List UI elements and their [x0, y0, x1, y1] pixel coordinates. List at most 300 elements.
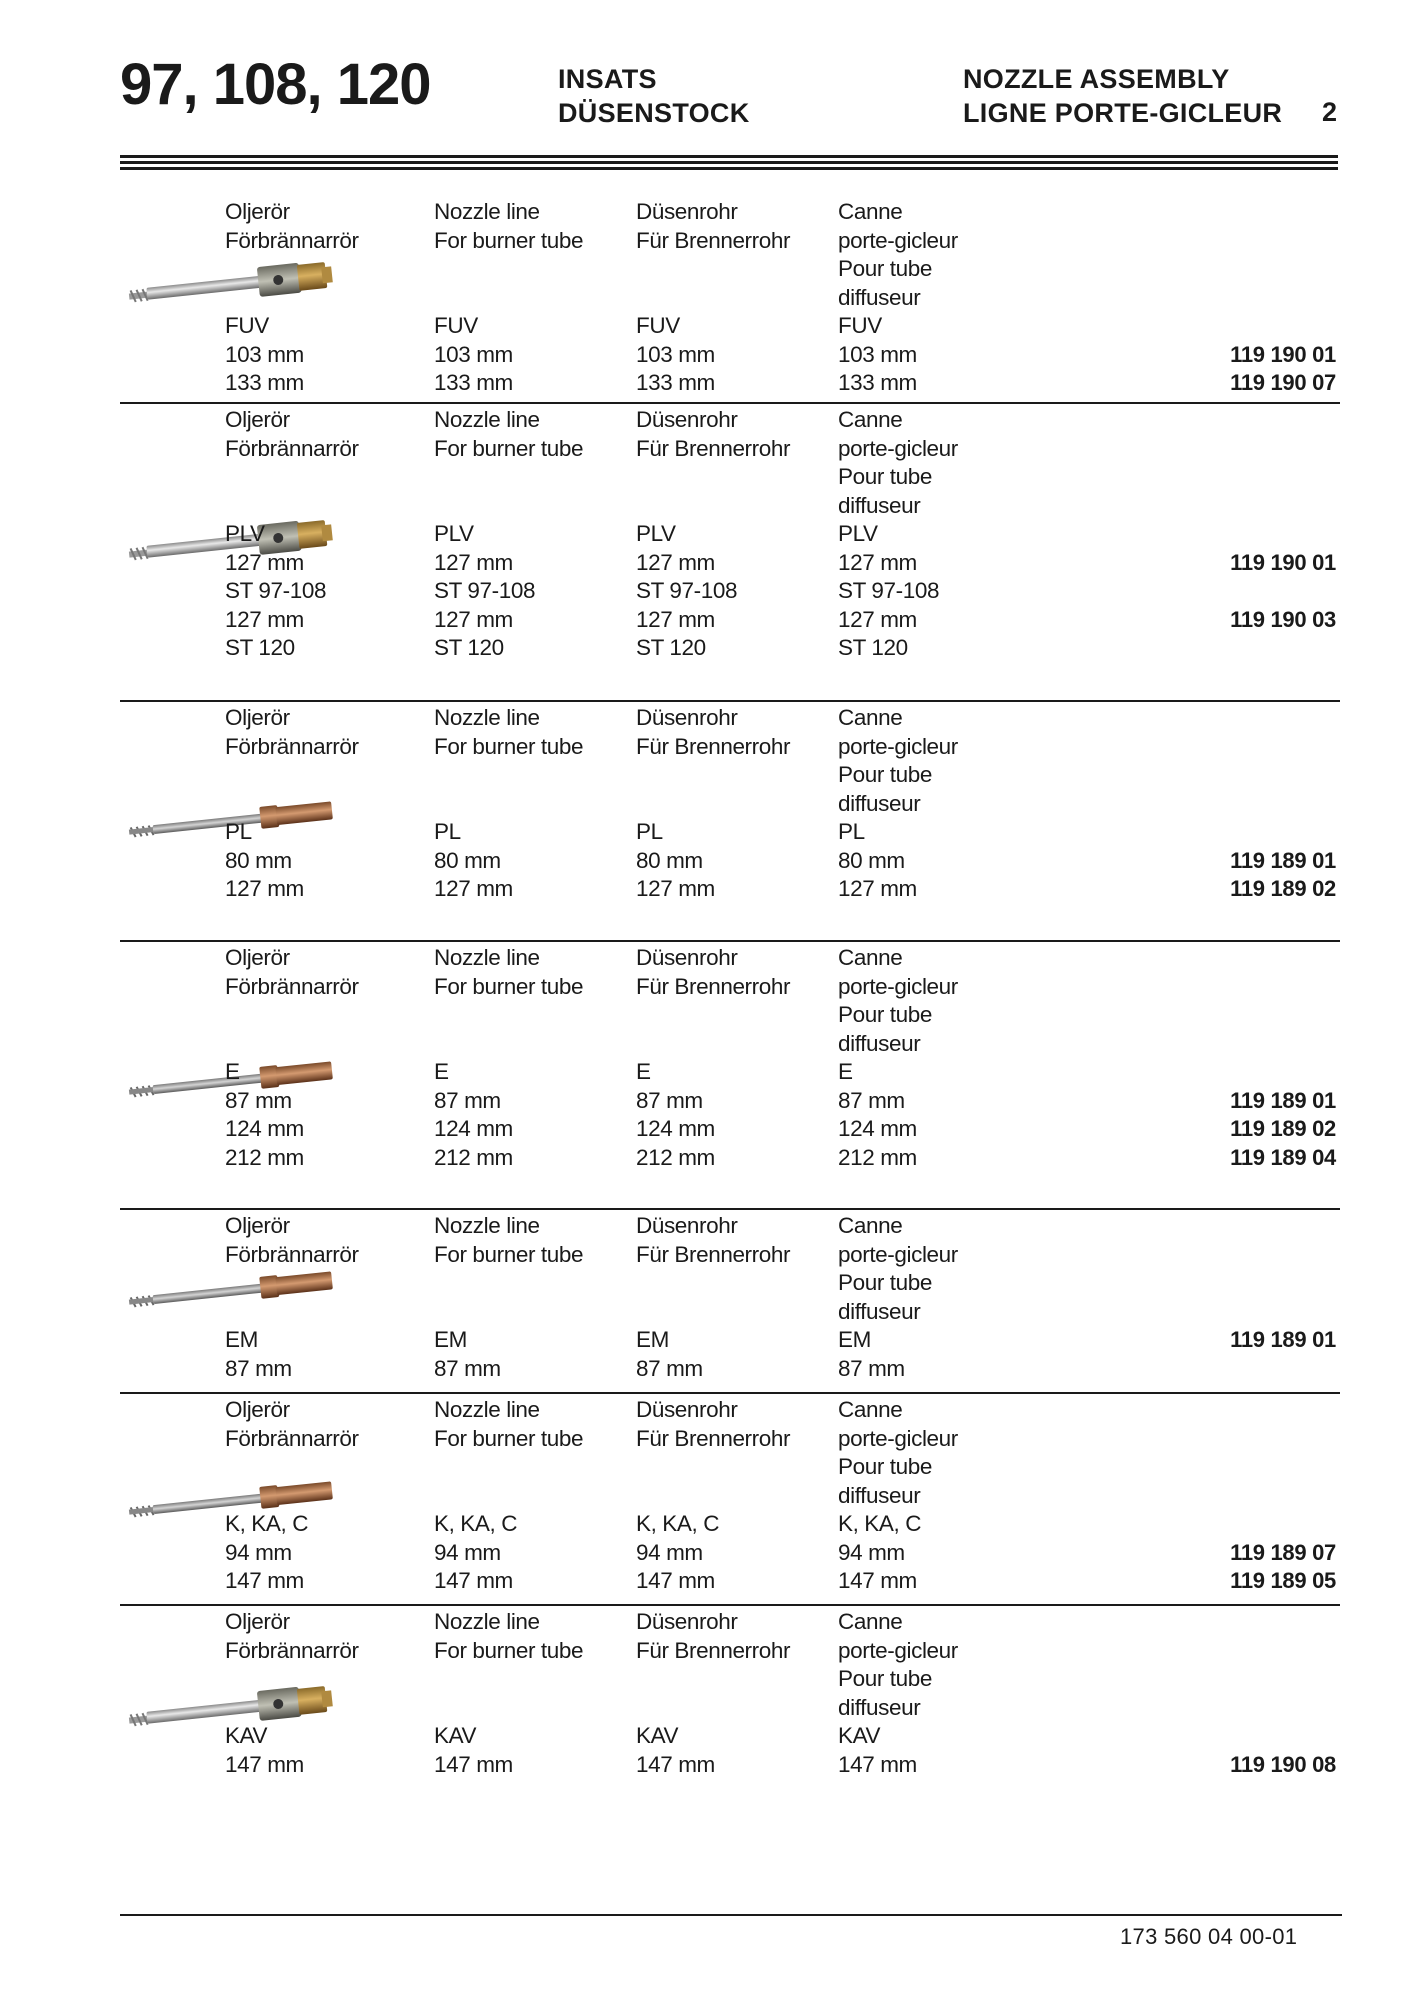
description-line: 147 mm	[225, 1568, 304, 1593]
description-line	[434, 761, 583, 790]
entry-divider	[120, 402, 1340, 404]
part-number: 119 189 01	[1230, 847, 1336, 873]
description-line: 124 mm	[225, 1116, 304, 1141]
swedish-column	[225, 1212, 359, 1383]
description-line: Düsenrohr	[636, 705, 738, 730]
description-line: porte-gicleur	[838, 1637, 958, 1663]
french-column	[838, 944, 958, 1172]
description-line: 103 mm	[636, 341, 715, 367]
english-column	[434, 406, 583, 663]
description-line	[636, 1694, 790, 1723]
description-line	[636, 1482, 790, 1511]
description-line	[434, 255, 583, 284]
description-line: K, KA, C	[434, 1511, 518, 1536]
description-line	[434, 1269, 583, 1298]
description-line: Nozzle line	[434, 199, 540, 224]
part-number: 119 190 08	[1230, 1751, 1336, 1777]
description-line: 87 mm	[225, 1355, 292, 1381]
description-line: diffuseur	[838, 492, 921, 518]
german-column	[636, 1396, 790, 1596]
english-column	[434, 198, 583, 398]
part-number	[1230, 973, 1336, 1002]
part-number	[1230, 284, 1336, 313]
description-line: E	[225, 1059, 240, 1084]
description-line: 133 mm	[434, 370, 513, 395]
description-line: Pour tube	[838, 1666, 932, 1691]
description-line: Canne	[838, 407, 903, 432]
german-column	[636, 406, 790, 663]
description-line: 80 mm	[434, 847, 501, 873]
part-number: 119 190 03	[1230, 606, 1336, 632]
description-line: Nozzle line	[434, 1609, 540, 1634]
description-line: 87 mm	[636, 1087, 703, 1113]
description-line: PL	[838, 819, 865, 844]
french-column	[838, 1608, 958, 1779]
description-line	[636, 1269, 790, 1298]
description-line	[636, 492, 790, 521]
description-line: ST 97-108	[636, 578, 738, 603]
part-numbers	[1230, 944, 1336, 1172]
description-line	[225, 1269, 359, 1298]
description-line: 212 mm	[434, 1144, 513, 1170]
part-number	[1230, 1212, 1336, 1241]
description-line: Für Brennerrohr	[636, 435, 791, 461]
description-line: Förbrännarrör	[225, 1637, 359, 1663]
description-line: porte-gicleur	[838, 435, 958, 461]
description-line: Oljerör	[225, 407, 290, 432]
description-line: For burner tube	[434, 435, 584, 461]
description-line	[225, 1001, 359, 1030]
description-line	[636, 761, 790, 790]
description-line: PLV	[838, 521, 878, 546]
description-line	[434, 463, 583, 492]
description-line: diffuseur	[838, 1694, 921, 1720]
description-line: 87 mm	[838, 1087, 905, 1113]
part-number	[1230, 1298, 1336, 1327]
description-line: Pour tube	[838, 256, 932, 281]
description-line: 124 mm	[434, 1116, 513, 1141]
description-line	[225, 1665, 359, 1694]
description-line: Pour tube	[838, 1270, 932, 1295]
part-number	[1230, 1453, 1336, 1482]
description-line	[434, 492, 583, 521]
description-line: 133 mm	[225, 370, 304, 395]
english-column	[434, 704, 583, 904]
header-right-line: NOZZLE ASSEMBLY	[963, 64, 1230, 94]
part-numbers	[1230, 1608, 1336, 1779]
description-line: Canne	[838, 1609, 903, 1634]
description-line: Düsenrohr	[636, 1609, 738, 1634]
description-line: Oljerör	[225, 705, 290, 730]
description-line: 80 mm	[225, 847, 292, 873]
description-line: For burner tube	[434, 1637, 584, 1663]
part-number	[1230, 733, 1336, 762]
description-line	[225, 1482, 359, 1511]
description-line: 94 mm	[434, 1539, 501, 1565]
description-line: ST 120	[225, 635, 295, 660]
part-number: 119 189 04	[1230, 1144, 1336, 1170]
part-number: 119 189 01	[1230, 1327, 1336, 1352]
header-rule	[120, 155, 1338, 171]
part-number: 119 189 05	[1230, 1568, 1336, 1593]
description-line: Förbrännarrör	[225, 227, 359, 253]
description-line: 127 mm	[838, 876, 917, 901]
part-numbers	[1230, 1212, 1336, 1383]
german-column	[636, 944, 790, 1172]
description-line: Pour tube	[838, 464, 932, 489]
part-number	[1230, 1482, 1336, 1511]
description-line: 124 mm	[636, 1116, 715, 1141]
part-number: 119 189 02	[1230, 876, 1336, 901]
description-line: PLV	[225, 521, 265, 546]
description-line: 94 mm	[636, 1539, 703, 1565]
description-line: FUV	[838, 313, 882, 338]
description-line: Pour tube	[838, 1002, 932, 1027]
header-right-title	[963, 62, 1282, 130]
description-line: Canne	[838, 705, 903, 730]
description-line	[225, 1298, 359, 1327]
description-line	[636, 255, 790, 284]
description-line	[636, 284, 790, 313]
description-line: 147 mm	[838, 1568, 917, 1593]
description-line: 103 mm	[838, 341, 917, 367]
description-line: Düsenrohr	[636, 1213, 738, 1238]
swedish-column	[225, 1608, 359, 1779]
description-line: 127 mm	[225, 606, 304, 632]
description-line	[636, 1298, 790, 1327]
description-line: porte-gicleur	[838, 1425, 958, 1451]
header-left-line: INSATS	[558, 64, 657, 94]
description-line: 87 mm	[636, 1355, 703, 1381]
description-line: 80 mm	[636, 847, 703, 873]
description-line: 147 mm	[636, 1568, 715, 1593]
description-line: K, KA, C	[225, 1511, 309, 1536]
description-line: Düsenrohr	[636, 945, 738, 970]
description-line: KAV	[838, 1723, 881, 1748]
part-number	[1230, 818, 1336, 847]
description-line: Für Brennerrohr	[636, 1241, 791, 1267]
part-number: 119 190 07	[1230, 370, 1336, 395]
header-left-line: DÜSENSTOCK	[558, 98, 750, 128]
description-line: PLV	[636, 521, 676, 546]
description-line	[434, 1694, 583, 1723]
description-line: PL	[636, 819, 663, 844]
part-number	[1230, 1608, 1336, 1637]
entry-divider	[120, 1604, 1340, 1606]
description-line: 94 mm	[225, 1539, 292, 1565]
description-line: Für Brennerrohr	[636, 227, 791, 253]
description-line: KAV	[225, 1723, 268, 1748]
swedish-column	[225, 944, 359, 1172]
description-line: Düsenrohr	[636, 199, 738, 224]
part-number	[1230, 1269, 1336, 1298]
description-line: FUV	[225, 313, 269, 338]
header-right-line: LIGNE PORTE-GICLEUR	[963, 98, 1283, 128]
description-line	[225, 255, 359, 284]
description-line: 127 mm	[225, 876, 304, 901]
description-line: E	[838, 1059, 853, 1084]
description-line	[636, 463, 790, 492]
description-line: 212 mm	[636, 1144, 715, 1170]
model-numbers-title: 97, 108, 120	[120, 52, 431, 117]
description-line: PLV	[434, 521, 474, 546]
description-line: Für Brennerrohr	[636, 1637, 791, 1663]
description-line: 127 mm	[636, 606, 715, 632]
description-line: 127 mm	[434, 549, 513, 575]
description-line: EM	[225, 1327, 258, 1352]
entry-divider	[120, 700, 1340, 702]
entry-divider	[120, 1208, 1340, 1210]
part-number: 119 189 01	[1230, 1087, 1336, 1113]
description-line	[434, 1298, 583, 1327]
part-number	[1230, 463, 1336, 492]
description-line: For burner tube	[434, 973, 584, 999]
page-number: 2	[1322, 97, 1338, 127]
french-column	[838, 406, 958, 663]
description-line: 133 mm	[838, 370, 917, 395]
description-line	[225, 1453, 359, 1482]
part-number: 119 190 01	[1230, 549, 1336, 575]
description-line: 124 mm	[838, 1116, 917, 1141]
part-number	[1230, 704, 1336, 733]
description-line: FUV	[434, 313, 478, 338]
description-line: porte-gicleur	[838, 973, 958, 999]
description-line	[636, 1665, 790, 1694]
part-number: 119 189 07	[1230, 1539, 1336, 1565]
description-line: Oljerör	[225, 1609, 290, 1634]
description-line	[434, 1482, 583, 1511]
part-number	[1230, 1665, 1336, 1694]
description-line: Canne	[838, 1213, 903, 1238]
description-line	[434, 790, 583, 819]
part-number	[1230, 1355, 1336, 1384]
description-line: 127 mm	[636, 876, 715, 901]
description-line: For burner tube	[434, 227, 584, 253]
description-line: 87 mm	[225, 1087, 292, 1113]
description-line: KAV	[636, 1723, 679, 1748]
document-number: 173 560 04 00-01	[1120, 1924, 1298, 1949]
description-line: diffuseur	[838, 1482, 921, 1508]
swedish-column	[225, 1396, 359, 1596]
swedish-column	[225, 198, 359, 398]
part-numbers	[1230, 1396, 1336, 1596]
description-line: 127 mm	[434, 606, 513, 632]
description-line	[434, 1001, 583, 1030]
german-column	[636, 1608, 790, 1779]
description-line: ST 97-108	[838, 578, 940, 603]
description-line: E	[636, 1059, 651, 1084]
german-column	[636, 1212, 790, 1383]
description-line: diffuseur	[838, 790, 921, 816]
description-line: PL	[225, 819, 252, 844]
description-line: Canne	[838, 1397, 903, 1422]
part-number	[1230, 1425, 1336, 1454]
part-number	[1230, 198, 1336, 227]
description-line: Nozzle line	[434, 705, 540, 730]
description-line: porte-gicleur	[838, 733, 958, 759]
description-line: 147 mm	[434, 1751, 513, 1777]
description-line: porte-gicleur	[838, 1241, 958, 1267]
part-number	[1230, 520, 1336, 549]
description-line	[636, 1030, 790, 1059]
part-number	[1230, 1722, 1336, 1751]
description-line: 147 mm	[434, 1568, 513, 1593]
description-line: Für Brennerrohr	[636, 733, 791, 759]
part-number	[1230, 1396, 1336, 1425]
description-line	[225, 463, 359, 492]
description-line: Förbrännarrör	[225, 435, 359, 461]
description-line: Förbrännarrör	[225, 973, 359, 999]
description-line	[434, 284, 583, 313]
description-line: Canne	[838, 199, 903, 224]
description-line: Für Brennerrohr	[636, 973, 791, 999]
part-number	[1230, 312, 1336, 341]
description-line: 147 mm	[225, 1751, 304, 1777]
description-line: 127 mm	[636, 549, 715, 575]
part-number: 119 189 02	[1230, 1116, 1336, 1141]
description-line: Förbrännarrör	[225, 733, 359, 759]
description-line: diffuseur	[838, 284, 921, 310]
description-line: Oljerör	[225, 1397, 290, 1422]
description-line: Düsenrohr	[636, 407, 738, 432]
description-line: Düsenrohr	[636, 1397, 738, 1422]
description-line: 127 mm	[838, 606, 917, 632]
part-number	[1230, 944, 1336, 973]
description-line	[225, 284, 359, 313]
description-line: 147 mm	[838, 1751, 917, 1777]
description-line: For burner tube	[434, 1425, 584, 1451]
description-line: 80 mm	[838, 847, 905, 873]
part-number	[1230, 1637, 1336, 1666]
part-numbers	[1230, 704, 1336, 904]
description-line: porte-gicleur	[838, 227, 958, 253]
swedish-column	[225, 704, 359, 904]
part-number	[1230, 227, 1336, 256]
description-line: ST 120	[434, 635, 504, 660]
english-column	[434, 1396, 583, 1596]
description-line: Nozzle line	[434, 1397, 540, 1422]
description-line: K, KA, C	[838, 1511, 922, 1536]
part-number	[1230, 406, 1336, 435]
description-line: diffuseur	[838, 1030, 921, 1056]
description-line: Nozzle line	[434, 1213, 540, 1238]
description-line: Für Brennerrohr	[636, 1425, 791, 1451]
part-number	[1230, 790, 1336, 819]
french-column	[838, 1396, 958, 1596]
description-line: diffuseur	[838, 1298, 921, 1324]
french-column	[838, 1212, 958, 1383]
description-line: 147 mm	[636, 1751, 715, 1777]
description-line: For burner tube	[434, 733, 584, 759]
description-line: 87 mm	[434, 1087, 501, 1113]
description-line: 94 mm	[838, 1539, 905, 1565]
part-number	[1230, 1001, 1336, 1030]
description-line: 127 mm	[434, 876, 513, 901]
description-line	[434, 1453, 583, 1482]
part-number	[1230, 255, 1336, 284]
description-line	[636, 1453, 790, 1482]
description-line: Nozzle line	[434, 407, 540, 432]
description-line	[434, 1030, 583, 1059]
description-line	[225, 1694, 359, 1723]
description-line: KAV	[434, 1723, 477, 1748]
description-line: E	[434, 1059, 449, 1084]
description-line: 87 mm	[434, 1355, 501, 1381]
part-number: 119 190 01	[1230, 341, 1336, 367]
description-line	[225, 761, 359, 790]
description-line	[636, 1001, 790, 1030]
description-line: 103 mm	[434, 341, 513, 367]
description-line: 133 mm	[636, 370, 715, 395]
part-number	[1230, 1694, 1336, 1723]
part-numbers	[1230, 406, 1336, 663]
part-number	[1230, 577, 1336, 606]
description-line: Pour tube	[838, 762, 932, 787]
description-line: Pour tube	[838, 1454, 932, 1479]
part-number	[1230, 1030, 1336, 1059]
part-numbers	[1230, 198, 1336, 398]
description-line: ST 97-108	[225, 578, 327, 603]
description-line: Oljerör	[225, 945, 290, 970]
description-line: K, KA, C	[636, 1511, 720, 1536]
description-line: Nozzle line	[434, 945, 540, 970]
header-left-title	[558, 62, 750, 130]
part-number	[1230, 634, 1336, 663]
description-line	[636, 790, 790, 819]
description-line: EM	[434, 1327, 467, 1352]
description-line	[225, 1030, 359, 1059]
description-line: Oljerör	[225, 199, 290, 224]
description-line: Förbrännarrör	[225, 1241, 359, 1267]
english-column	[434, 1212, 583, 1383]
description-line	[225, 492, 359, 521]
part-number	[1230, 1241, 1336, 1270]
description-line: ST 120	[838, 635, 908, 660]
description-line: Canne	[838, 945, 903, 970]
description-line	[434, 1665, 583, 1694]
description-line: 212 mm	[838, 1144, 917, 1170]
description-line: 127 mm	[225, 549, 304, 575]
description-line: ST 120	[636, 635, 706, 660]
footer-rule	[120, 1914, 1342, 1916]
description-line	[225, 790, 359, 819]
part-number	[1230, 492, 1336, 521]
description-line: PL	[434, 819, 461, 844]
description-line: EM	[636, 1327, 669, 1352]
german-column	[636, 704, 790, 904]
french-column	[838, 704, 958, 904]
description-line: 127 mm	[838, 549, 917, 575]
part-number	[1230, 435, 1336, 464]
swedish-column	[225, 406, 359, 663]
entry-divider	[120, 940, 1340, 942]
description-line: ST 97-108	[434, 578, 536, 603]
description-line: 212 mm	[225, 1144, 304, 1170]
french-column	[838, 198, 958, 398]
description-line: EM	[838, 1327, 871, 1352]
english-column	[434, 944, 583, 1172]
description-line: 103 mm	[225, 341, 304, 367]
part-number	[1230, 1058, 1336, 1087]
part-number	[1230, 761, 1336, 790]
german-column	[636, 198, 790, 398]
description-line: FUV	[636, 313, 680, 338]
description-line: Oljerör	[225, 1213, 290, 1238]
description-line: Förbrännarrör	[225, 1425, 359, 1451]
english-column	[434, 1608, 583, 1779]
description-line: 87 mm	[838, 1355, 905, 1381]
description-line: For burner tube	[434, 1241, 584, 1267]
